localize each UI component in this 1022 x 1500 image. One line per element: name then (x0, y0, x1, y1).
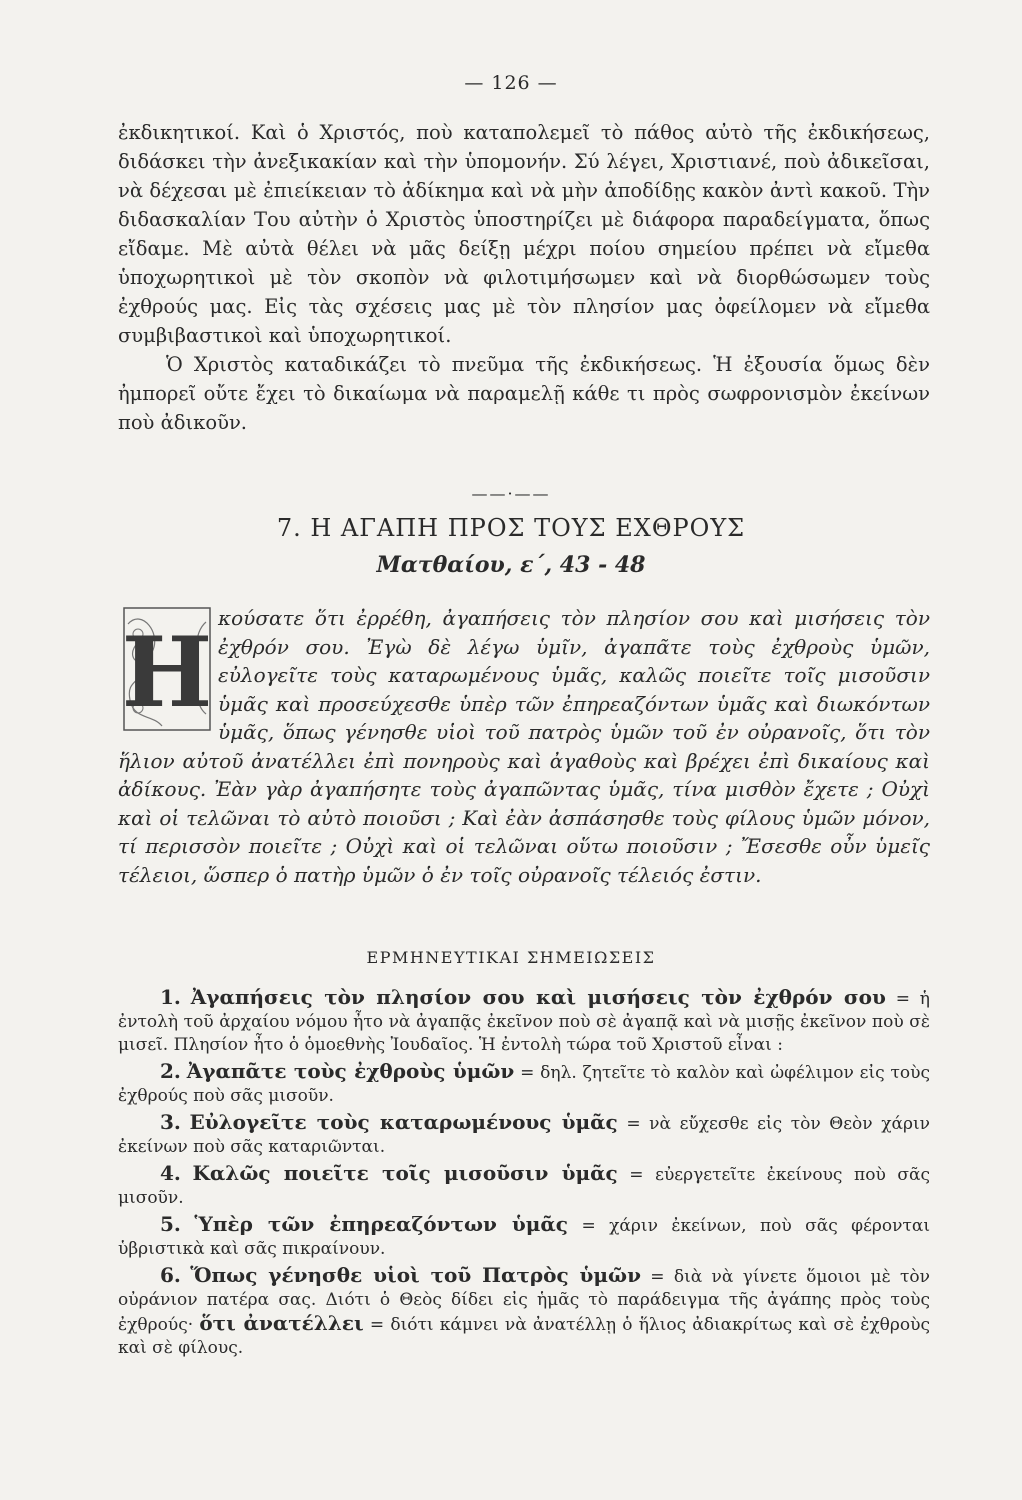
note-text: = δηλ. ζητεῖτε τὸ καλὸν καὶ ὠφέλιμον εἰς τοὺς ἐχθρούς ποὺ σᾶς μισοῦν. (118, 1063, 930, 1106)
note-term: Καλῶς ποιεῖτε τοῖς μισοῦσιν ὑμᾶς (192, 1161, 618, 1185)
dropcap-letter: Η (122, 616, 212, 729)
notes-list (118, 986, 930, 1363)
section-heading: 7. Η ΑΓΑΠΗ ΠΡΟΣ ΤΟΥΣ ΕΧΘΡΟΥΣ (276, 514, 746, 542)
scripture-text-block (118, 604, 930, 889)
scripture-text: κούσατε ὅτι ἐρρέθη, ἀγαπήσεις τὸν πλησίον σου καὶ μισήσεις τὸν ἐχθρόν σου. Ἐγὼ δὲ λέγω ὑμῖν, ἀγαπᾶτε τοὺς ἐχθροὺς ὑμῶν, εὐλογεῖτε τοὺς καταρωμένους ὑμᾶς, καλῶς ποιεῖτε τοῖς μισοῦσιν ὑμᾶς καὶ προσεύχεσθε ὑπὲρ τῶν ἐπηρεαζόντων ὑμᾶς καὶ διωκόντων ὑμᾶς, ὅπως γένησθε υἱοὶ τοῦ πατρὸς ὑμῶν τοῦ ἐν οὐρανοῖς, ὅτι τὸν ἥλιον αὐτοῦ ἀνατέλλει ἐπὶ πονηροὺς καὶ ἀγαθοὺς καὶ βρέχει ἐπὶ δικαίους καὶ ἀδίκους. Ἐὰν γὰρ ἀγαπήσητε τοὺς ἀγαπῶντας ὑμᾶς, τίνα μισθὸν ἔχετε ; Οὐχὶ καὶ οἱ τελῶναι τὸ αὐτὸ ποιοῦσι ; Καὶ ἐὰν ἀσπάσησθε τοὺς φίλους ὑμῶν μόνον, τί περισσὸν ποιεῖτε ; Οὐχὶ καὶ οἱ τελῶναι οὕτω ποιοῦσιν ; Ἔσεσθε οὖν ὑμεῖς τέλειοι, ὥσπερ ὁ πατὴρ ὑμῶν ὁ ἐν τοῖς οὐρανοῖς τέλειός ἐστιν. (118, 606, 930, 887)
paragraph-2: Ὁ Χριστὸς καταδικάζει τὸ πνεῦμα τῆς ἐκδικήσεως. Ἡ ἐξουσία ὅμως δὲν ἠμπορεῖ οὔτε ἔχει τὸ δικαίωμα νὰ παραμελῇ κάθε τι πρὸς σωφρονισμὸν ἐκείνων ποὺ ἀδικοῦν. (118, 353, 930, 434)
paragraph-1: ἐκδικητικοί. Καὶ ὁ Χριστός, ποὺ καταπολεμεῖ τὸ πάθος αὐτὸ τῆς ἐκδικήσεως, διδάσκει τὴν ἀνεξικακίαν καὶ τὴν ὑπομονήν. Σύ λέγει, Χριστιανέ, ποὺ ἀδικεῖσαι, νὰ δέχεσαι μὲ ἐπιείκειαν τὸ ἀδίκημα καὶ νὰ μὴν ἀποδίδῃς κακὸν ἀντὶ κακοῦ. Τὴν διδασκαλίαν Του αὐτὴν ὁ Χριστὸς ὑποστηρίζει μὲ διάφορα παραδείγματα, ὅπως εἴδαμε. Μὲ αὐτὰ θέλει νὰ μᾶς δείξῃ μέχρι ποίου σημείου πρέπει νὰ εἴμεθα ὑποχωρητικοὶ μὲ τὸν σκοπὸν νὰ φιλοτιμήσωμεν καὶ νὰ διορθώσωμεν τοὺς ἐχθρούς μας. Εἰς τὰς σχέσεις μας μὲ τὸν πλησίον μας ὀφείλομεν νὰ εἴμεθα συμβιβαστικοὶ καὶ ὑποχωρητικοί. (118, 121, 930, 347)
note-text: = χάριν ἐκείνων, ποὺ σᾶς φέρονται ὑβριστικὰ καὶ σᾶς πικραίνουν. (118, 1216, 931, 1259)
note-item: 3. Εὐλογεῖτε τοὺς καταρωμένους ὑμᾶς = νὰ εὔχεσθε εἰς τὸν Θεὸν χάριν ἐκείνων ποὺ σᾶς καταριῶνται. (118, 1110, 930, 1157)
note-text: = διότι κάμνει νὰ ἀνατέλλῃ ὁ ἥλιος ἀδιακρίτως καὶ σὲ ἐχθροὺς καὶ σὲ φίλους. (118, 1315, 930, 1358)
note-term: Ὅπως γένησθε υἱοὶ τοῦ Πατρὸς ὑμῶν (190, 1263, 641, 1287)
note-term: ὅτι ἀνατέλλει (199, 1311, 364, 1335)
note-item: 2. Ἀγαπᾶτε τοὺς ἐχθροὺς ὑμῶν = δηλ. ζητεῖτε τὸ καλὸν καὶ ὠφέλιμον εἰς τοὺς ἐχθρούς ποὺ σᾶς μισοῦν. (118, 1059, 930, 1106)
note-term: Ὑπὲρ τῶν ἐπηρεαζόντων ὑμᾶς (194, 1212, 568, 1236)
note-text: = νὰ εὔχεσθε εἰς τὸν Θεὸν χάριν ἐκείνων ποὺ σᾶς καταριῶνται. (118, 1114, 930, 1157)
notes-title: ΕΡΜΗΝΕΥΤΙΚΑΙ ΣΗΜΕΙΩΣΕΙΣ (366, 948, 656, 967)
note-term: Ἀγαπᾶτε τοὺς ἐχθροὺς ὑμῶν (186, 1059, 515, 1083)
note-item: 6. Ὅπως γένησθε υἱοὶ τοῦ Πατρὸς ὑμῶν = διὰ νὰ γίνετε ὅμοιοι μὲ τὸν οὐράνιον πατέρα σας. Διότι ὁ Θεὸς δίδει εἰς ἡμᾶς τὸ παράδειγμα τῆς ἀγάπης πρὸς τοὺς ἐχθρούς· ὅτι ἀνατέλλει = διότι κάμνει νὰ ἀνατέλλῃ ὁ ἥλιος ἀδιακρίτως καὶ σὲ ἐχθροὺς καὶ σὲ φίλους. (118, 1263, 930, 1358)
note-item: 4. Καλῶς ποιεῖτε τοῖς μισοῦσιν ὑμᾶς = εὐεργετεῖτε ἐκείνους ποὺ σᾶς μισοῦν. (118, 1161, 931, 1208)
note-item: 1. Ἀγαπήσεις τὸν πλησίον σου καὶ μισήσεις τὸν ἐχθρόν σου = ἡ ἐντολὴ τοῦ ἀρχαίου νόμου ἦτο νὰ ἀγαπᾷς ἐκεῖνον ποὺ σὲ ἀγαπᾷ καὶ νὰ μισῇς ἐκεῖνον ποὺ σὲ μισεῖ. Πλησίον ἦτο ὁ ὁμοεθνὴς Ἰουδαῖος. Ἡ ἐντολὴ τώρα τοῦ Χριστοῦ εἶναι : (118, 985, 930, 1055)
note-text: = ἡ ἐντολὴ τοῦ ἀρχαίου νόμου ἦτο νὰ ἀγαπᾷς ἐκεῖνον ποὺ σὲ ἀγαπᾷ καὶ νὰ μισῇς ἐκεῖνον ποὺ σὲ μισεῖ. Πλησίον ἦτο ὁ ὁμοεθνὴς Ἰουδαῖος. Ἡ ἐντολὴ τώρα τοῦ Χριστοῦ εἶναι : (118, 989, 930, 1055)
note-term: Εὐλογεῖτε τοὺς καταρωμένους ὑμᾶς (189, 1110, 618, 1134)
note-item: 5. Ὑπὲρ τῶν ἐπηρεαζόντων ὑμᾶς = χάριν ἐκείνων, ποὺ σᾶς φέρονται ὑβριστικὰ καὶ σᾶς πικραίνουν. (118, 1212, 931, 1259)
note-text: = διὰ νὰ γίνετε ὅμοιοι μὲ τὸν οὐράνιον πατέρα σας. Διότι ὁ Θεὸς δίδει εἰς ἡμᾶς τὸ παράδειγμα τῆς ἀγάπης πρὸς τοὺς ἐχθρούς· (118, 1267, 930, 1335)
note-term: Ἀγαπήσεις τὸν πλησίον σου καὶ μισήσεις τὸν ἐχθρόν σου (190, 985, 886, 1009)
ornamental-dropcap (122, 604, 212, 734)
page-number: — 126 — (464, 72, 558, 94)
section-separator: ——·—— (471, 484, 551, 503)
scripture-reference: Ματθαίου, ε΄, 43 - 48 (376, 552, 646, 578)
upper-text-block (118, 118, 930, 437)
note-text: = εὐεργετεῖτε ἐκείνους ποὺ σᾶς μισοῦν. (118, 1165, 931, 1208)
